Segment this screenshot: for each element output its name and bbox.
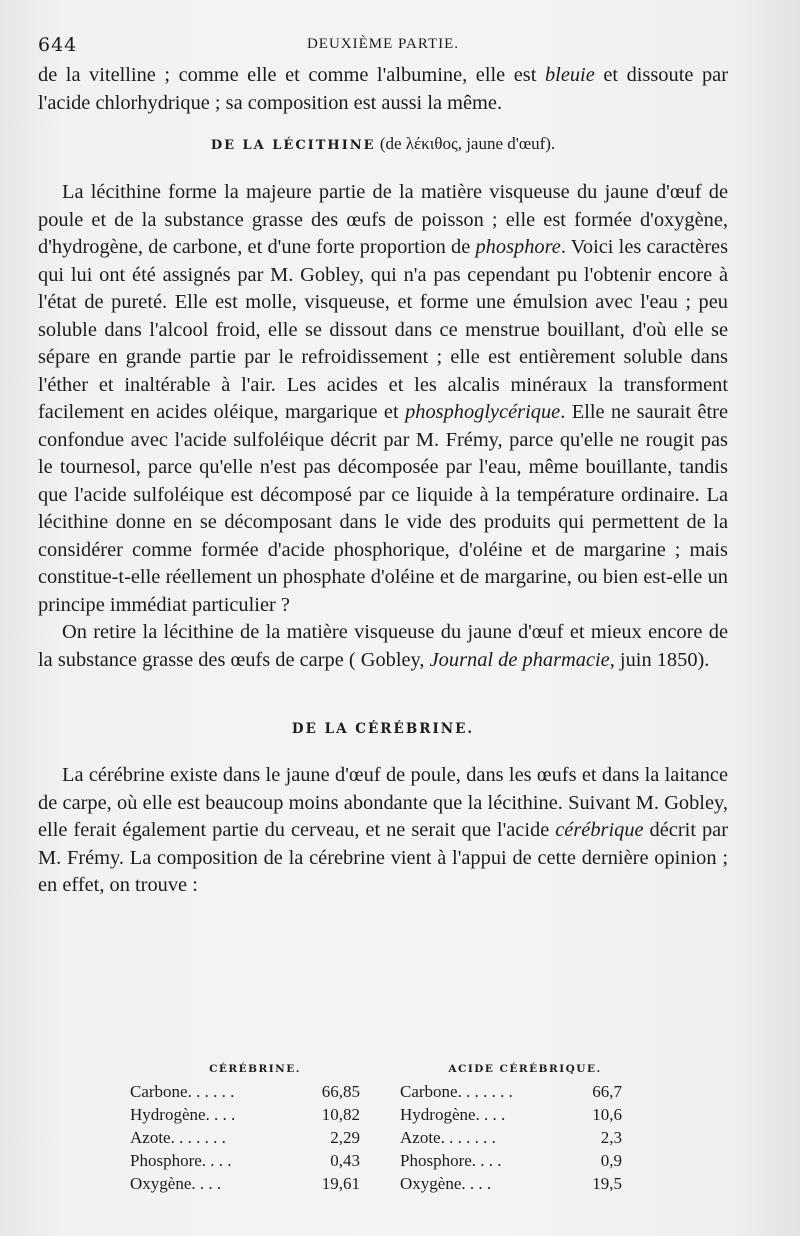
lecithine-heading-etymology: (de λέκιθος, jaune d'œuf). [375, 134, 556, 153]
lecithine-paragraph-1 [38, 179, 728, 619]
cerebrine-p1-text-2: décrit par M. Frémy. La composition de la cérebrine vient à l'appui de cette dernière opinion ; en effet, on trouve : [38, 819, 728, 896]
table-row [400, 1126, 650, 1149]
composition-tables [130, 1062, 690, 1202]
body-text [38, 62, 728, 900]
element-label: Hydrogène. . . . [130, 1105, 236, 1124]
lecithine-paragraph-2 [38, 619, 728, 674]
table-row [130, 1126, 380, 1149]
table-row [400, 1172, 650, 1195]
lecithine-p2-italic-journal: Journal de pharmacie [429, 648, 610, 671]
table-row [130, 1080, 380, 1103]
cerebrine-table-title: CÉRÉBRINE. [209, 1063, 301, 1075]
element-value: 0,43 [330, 1151, 360, 1170]
cerebrine-composition-table [130, 1062, 380, 1195]
cerebrine-paragraph [38, 762, 728, 900]
table-row [130, 1103, 380, 1126]
lecithine-p1-italic-phosphore: phosphore [475, 236, 561, 258]
element-label: Phosphore. . . . [130, 1151, 232, 1170]
element-value: 66,7 [592, 1082, 622, 1101]
cerebrine-p1-italic-cerebrique: cérébrique [555, 819, 644, 841]
cerebrine-heading: DE LA CÉRÉBRINE. [291, 721, 475, 737]
element-label: Carbone. . . . . . [130, 1082, 235, 1101]
element-label: Carbone. . . . . . . [400, 1082, 513, 1101]
element-value: 19,61 [321, 1174, 360, 1193]
intro-text-2: et dissoute par l'acide chlorhydrique ; sa composition est aussi la même. [38, 64, 728, 114]
table-row [130, 1149, 380, 1172]
lecithine-heading-caps: DE LA LÉCITHINE [210, 138, 376, 153]
element-label: Oxygène. . . . [130, 1174, 222, 1193]
page-number: 644 [38, 34, 78, 56]
acide-table-title: ACIDE CÉRÉBRIQUE. [448, 1063, 602, 1075]
element-label: Phosphore. . . . [400, 1151, 502, 1170]
running-head: DEUXIÈME PARTIE. [306, 36, 460, 52]
intro-text-1: de la vitelline ; comme elle et comme l'albumine, elle est [38, 64, 545, 86]
element-label: Azote. . . . . . . [400, 1128, 496, 1147]
element-value: 2,29 [330, 1128, 360, 1147]
table-row [400, 1103, 650, 1126]
intro-paragraph [38, 62, 728, 117]
lecithine-p1-text-1: La lécithine forme la majeure partie de la matière visqueuse du jaune d'œuf de poule et de la substance grasse des œufs de poisson ; elle est formée d'oxygène, d'hydrogène, de carbone, et d'une forte proportion de [38, 181, 728, 258]
element-value: 0,9 [600, 1151, 622, 1170]
lecithine-p1-text-3: . Elle ne saurait être confondue avec l'acide sulfoléique décrit par M. Frémy, parce qu'elle ne rougit pas le tournesol, parce qu'elle n'est pas décomposée par l'eau, même bouillante, tandis que l'acide sulfoléique est décomposé par ce liquide à la température ordinaire. La lécithine donne en se décomposant dans le vide des produits qui permettent de la considérer comme formée d'acide phosphorique, d'oléine et de margarine ; mais constitue-t-elle réellement un phosphate d'oléine et de margarine, ou bien est-elle un principe immédiat particulier ? [38, 401, 728, 616]
lecithine-p2-text-1: On retire la lécithine de la matière visqueuse du jaune d'œuf et mieux encore de la substance grasse des œufs de carpe ( Gobley, [38, 621, 728, 671]
element-value: 66,85 [321, 1082, 360, 1101]
element-value: 19,5 [592, 1174, 622, 1193]
intro-italic-bleuie: bleuie [544, 64, 595, 86]
element-label: Hydrogène. . . . [400, 1105, 506, 1124]
cerebrine-p1-text-1: La cérébrine existe dans le jaune d'œuf de poule, dans les œufs et dans la laitance de carpe, où elle est beaucoup moins abondante que la lécithine. Suivant M. Gobley, elle ferait également partie du cerveau, et ne serait que l'acide [38, 764, 728, 841]
element-label: Oxygène. . . . [400, 1174, 492, 1193]
table-row [400, 1149, 650, 1172]
lecithine-p1-text-2: . Voici les caractères qui lui ont été assignés par M. Gobley, qui n'a pas cependant pu l'obtenir encore à l'état de pureté. Elle est molle, visqueuse, et forme une émulsion avec l'eau ; peu soluble dans l'alcool froid, elle se dissout dans ce menstrue bouillant, d'où elle se sépare en grande partie par le refroidissement ; elle est entièrement soluble dans l'éther et inaltérable à l'air. Les acides et les alcalis minéraux la transforment facilement en acides oléique, margarique et [38, 236, 729, 423]
lecithine-p2-text-2: , juin 1850). [609, 648, 710, 671]
element-value: 2,3 [600, 1128, 622, 1147]
lecithine-p1-italic-phosphoglycerique: phosphoglycérique [405, 401, 561, 423]
table-row [130, 1172, 380, 1195]
element-label: Azote. . . . . . . [130, 1128, 226, 1147]
table-row [400, 1080, 650, 1103]
element-value: 10,82 [321, 1105, 360, 1124]
element-value: 10,6 [592, 1105, 622, 1124]
acide-cerebrique-composition-table [400, 1062, 650, 1195]
lecithine-heading [38, 133, 728, 157]
page-header [38, 34, 728, 60]
